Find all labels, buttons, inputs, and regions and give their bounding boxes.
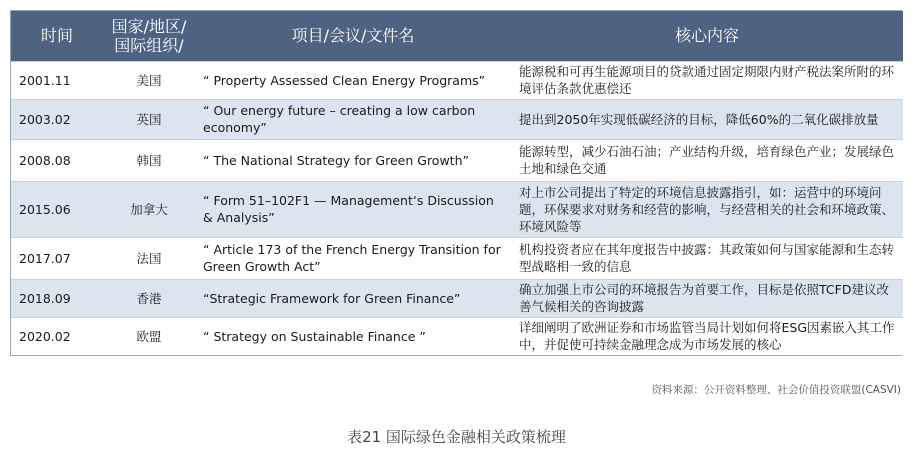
header-time: 时间 [40, 26, 73, 46]
header-project: 项目/会议/文件名 [291, 26, 415, 46]
table-row [11, 317, 903, 355]
row-project: “ Article 173 of the French Energy Transition for Green Growth Act” [195, 237, 511, 279]
row-country: 韩国 [103, 139, 195, 181]
header-content: 核心内容 [674, 26, 739, 46]
row-project: “ Our energy future – creating a low carbon economy” [195, 99, 511, 139]
row-date: 2008.08 [11, 139, 103, 181]
policy-table-container [10, 10, 902, 356]
row-date: 2003.02 [11, 99, 103, 139]
row-content: 对上市公司提出了特定的环境信息披露指引，如：运营中的环境问题，环保要求对财务和经营的影响，与经营相关的社会和环境政策、环境风险等 [511, 181, 903, 237]
row-content: 详细阐明了欧洲证券和市场监管当局计划如何将ESG因素嵌入其工作中，并促使可持续金融理念成为市场发展的核心 [511, 317, 903, 355]
row-content: 能源税和可再生能源项目的贷款通过固定期限内财产税法案所附的环境评估条款优惠偿还 [511, 61, 903, 99]
row-project: “ Form 51–102F1 — Management‘s Discussion & Analysis” [195, 181, 511, 237]
row-project: “ The National Strategy for Green Growth” [195, 139, 511, 181]
table-header-row [11, 11, 903, 61]
header-country [103, 11, 195, 61]
row-date: 2015.06 [11, 181, 103, 237]
row-date: 2018.09 [11, 279, 103, 317]
row-country: 欧盟 [103, 317, 195, 355]
header-country-line2: 国际组织/ [114, 35, 184, 55]
table-row [11, 237, 903, 279]
row-date: 2017.07 [11, 237, 103, 279]
row-date: 2001.11 [11, 61, 103, 99]
row-project: “ Strategy on Sustainable Finance ” [195, 317, 511, 355]
table-caption: 表21 国际绿色金融相关政策梳理 [347, 428, 566, 446]
row-content: 提出到2050年实现低碳经济的目标，降低60%的二氧化碳排放量 [511, 99, 903, 139]
row-content: 确立加强上市公司的环境报告为首要工作，目标是依照TCFD建议改善气候相关的咨询披露 [511, 279, 903, 317]
row-country: 香港 [103, 279, 195, 317]
row-country: 美国 [103, 61, 195, 99]
row-country: 加拿大 [103, 181, 195, 237]
row-content: 能源转型，减少石油石油；产业结构升级，培育绿色产业；发展绿色土地和绿色交通 [511, 139, 903, 181]
table-row [11, 181, 903, 237]
table-row [11, 279, 903, 317]
row-country: 法国 [103, 237, 195, 279]
row-project: “ Property Assessed Clean Energy Programs” [195, 61, 511, 99]
table-row [11, 139, 903, 181]
row-content: 机构投资者应在其年度报告中披露：其政策如何与国家能源和生态转型战略相一致的信息 [511, 237, 903, 279]
row-date: 2020.02 [11, 317, 103, 355]
table-row [11, 99, 903, 139]
row-project: “Strategic Framework for Green Finance” [195, 279, 511, 317]
table-row [11, 61, 903, 99]
header-country-line1: 国家/地区/ [111, 16, 187, 36]
source-note: 资料来源：公开资料整理、社会价值投资联盟(CASVI) [651, 384, 901, 396]
policy-table [11, 11, 903, 355]
row-country: 英国 [103, 99, 195, 139]
